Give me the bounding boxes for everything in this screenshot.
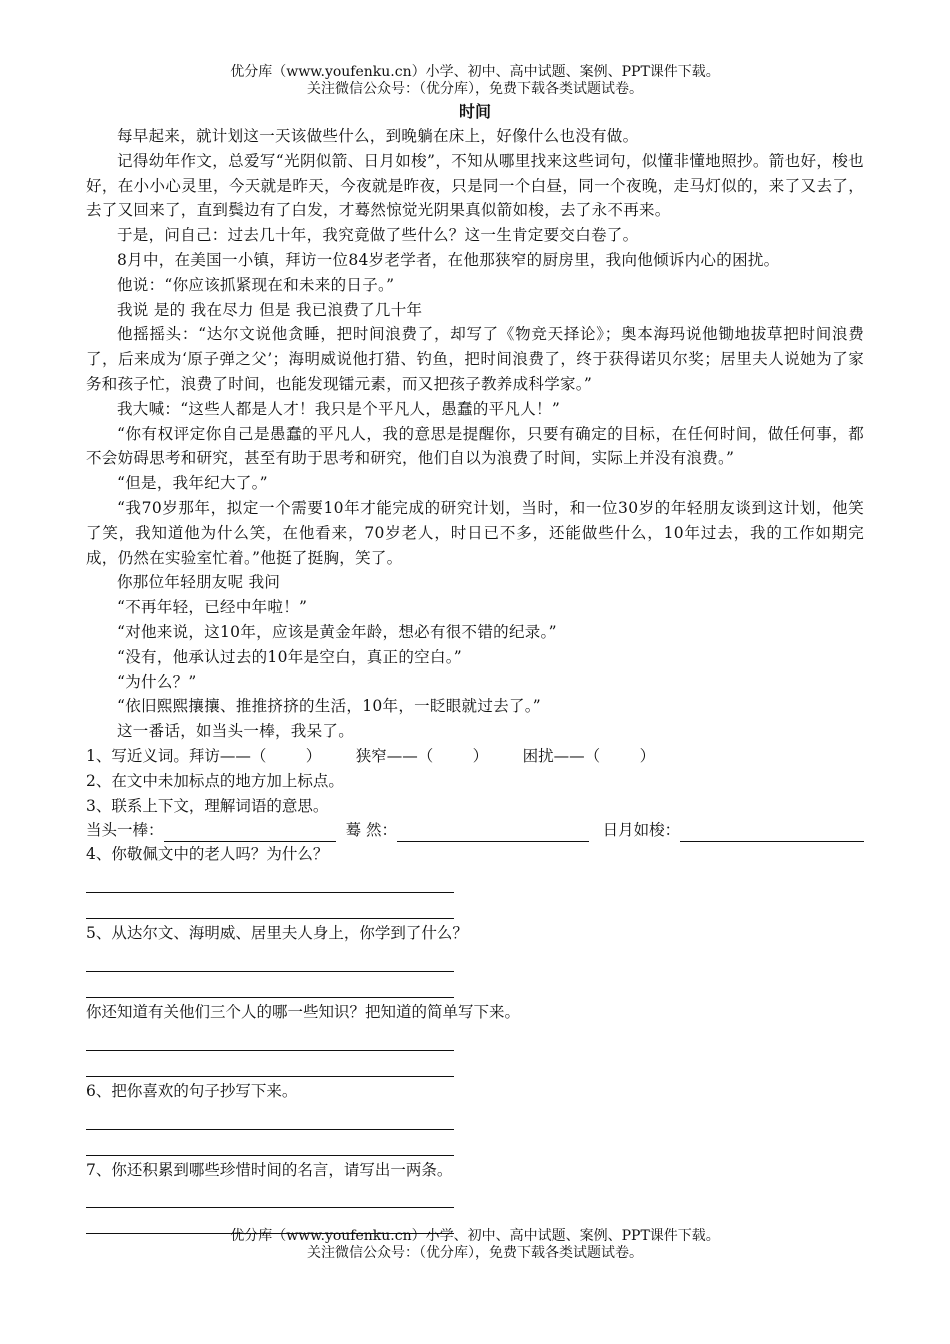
question-5: 5、从达尔文、海明威、居里夫人身上，你学到了什么？ [86, 924, 468, 943]
answer-lines [86, 1104, 864, 1156]
question-6: 6、把你喜欢的句子抄写下来。 [86, 1081, 298, 1100]
question-4: 4、你敬佩文中的老人吗？为什么？ [86, 845, 329, 864]
paragraph: “为什么？” [117, 672, 197, 691]
term-label: 当头一棒： [86, 821, 164, 840]
paragraph: “依旧熙熙攘攘、推推挤挤的生活，10年，一眨眼就过去了。” [117, 697, 542, 716]
term-label: 蓦 然： [345, 821, 398, 840]
answer-lines [86, 946, 864, 998]
paragraph: 记得幼年作文，总爱写“光阴似箭、日月如梭”，不知从哪里找来这些词句，似懂非懂地照抄。箭也好，梭也好，在小小心灵里，今天就是昨天，今夜就是昨夜，只是同一个白昼，同一个夜晚，走马灯似的，来了又去了，去了又回来了，直到鬓边有了白发，才蓦然惊觉光阴果真似箭如梭，去了永不再来。 [86, 151, 864, 220]
questions-section [86, 744, 864, 1234]
paragraph: 他说：“你应该抓紧现在和未来的日子。” [117, 275, 395, 294]
answer-line[interactable] [86, 1025, 454, 1051]
answer-lines [86, 867, 864, 919]
answer-line[interactable] [86, 972, 454, 998]
question-1-synonyms: 1、写近义词。拜访——（ ） 狭窄——（ ） 困扰——（ ） [86, 746, 656, 765]
paragraph: 于是，问自己：过去几十年，我究竟做了些什么？这一生肯定要交白卷了。 [117, 226, 639, 245]
question-5-followup: 你还知道有关他们三个人的哪一些知识？把知道的简单写下来。 [86, 1002, 521, 1021]
paragraph: 他摇摇头：“达尔文说他贪睡，把时间浪费了，却写了《物竞天择论》；奥本海玛说他锄地拔草把时间浪费了，后来成为‘原子弹之父’；海明威说他打猎、钓鱼，把时间浪费了，终于获得诺贝尔奖；居里夫人说她为了家务和孩子忙，浪费了时间，也能发现镭元素，而又把孩子教养成科学家。” [86, 325, 864, 393]
paragraph: “不再年轻，已经中年啦！” [117, 598, 308, 617]
answer-line[interactable] [86, 1130, 454, 1156]
term-label: 日月如梭： [602, 821, 681, 840]
paragraph: “但是，我年纪大了。” [117, 474, 268, 493]
answer-line[interactable] [86, 946, 454, 972]
paragraph: 每早起来，就计划这一天该做些什么，到晚躺在床上，好像什么也没有做。 [117, 127, 639, 145]
answer-line[interactable] [86, 1104, 454, 1130]
paragraph: “我70岁那年，拟定一个需要10年才能完成的研究计划，当时，和一位30岁的年轻朋友谈到这计划，他笑了笑，我知道他为什么笑，在他看来，70岁老人，时日已不多，还能做些什么，10年过去，我的工作如期完成，仍然在实验室忙着。”他挺了挺胸，笑了。 [86, 498, 864, 567]
answer-lines [86, 1182, 864, 1234]
paragraph: “没有，他承认过去的10年是空白，真正的空白。” [117, 647, 463, 666]
answer-line[interactable] [86, 893, 454, 919]
question-3-vocabulary: 3、联系上下文，理解词语的意思。 [86, 796, 329, 815]
answer-lines [86, 1025, 864, 1077]
article-body [86, 124, 864, 744]
answer-blank[interactable] [680, 825, 864, 842]
paragraph: 8月中，在美国一小镇，拜访一位84岁老学者，在他那狭窄的厨房里，我向他倾诉内心的困扰。 [117, 250, 780, 269]
footer-line-1: 优分库（www.youfenku.cn）小学、初中、高中试题、案例、PPT课件下载。 [230, 1228, 720, 1244]
header-line-1: 优分库（www.youfenku.cn）小学、初中、高中试题、案例、PPT课件下载。 [230, 64, 720, 80]
question-7: 7、你还积累到哪些珍惜时间的名言，请写出一两条。 [86, 1160, 453, 1179]
answer-line[interactable] [86, 1051, 454, 1077]
header-line-2: 关注微信公众号：（优分库），免费下载各类试题试卷。 [307, 81, 643, 97]
answer-line[interactable] [86, 1182, 454, 1208]
paragraph: 你那位年轻朋友呢 我问 [117, 573, 281, 592]
answer-blank[interactable] [397, 825, 589, 842]
paragraph: “对他来说，这10年，应该是黄金年龄，想必有很不错的纪录。” [117, 622, 557, 641]
document-page [86, 64, 864, 1236]
question-3-answer-row [86, 818, 864, 842]
paragraph: 我说 是的 我在尽力 但是 我已浪费了几十年 [117, 300, 423, 319]
footer-line-2: 关注微信公众号：（优分库），免费下载各类试题试卷。 [307, 1245, 643, 1261]
article-title: 时间 [458, 102, 491, 121]
answer-line[interactable] [86, 867, 454, 893]
paragraph: “你有权评定你自己是愚蠢的平凡人，我的意思是提醒你，只要有确定的目标，在任何时间，做任何事，都不会妨碍思考和研究，甚至有助于思考和研究，他们自以为浪费了时间，实际上并没有浪费。” [86, 424, 864, 468]
paragraph: 我大喊：“这些人都是人才！我只是个平凡人，愚蠢的平凡人！” [117, 399, 561, 418]
question-2-punctuation: 2、在文中未加标点的地方加上标点。 [86, 771, 344, 790]
paragraph: 这一番话，如当头一棒，我呆了。 [117, 722, 355, 741]
page-footer [0, 1228, 950, 1262]
answer-blank[interactable] [164, 825, 336, 842]
